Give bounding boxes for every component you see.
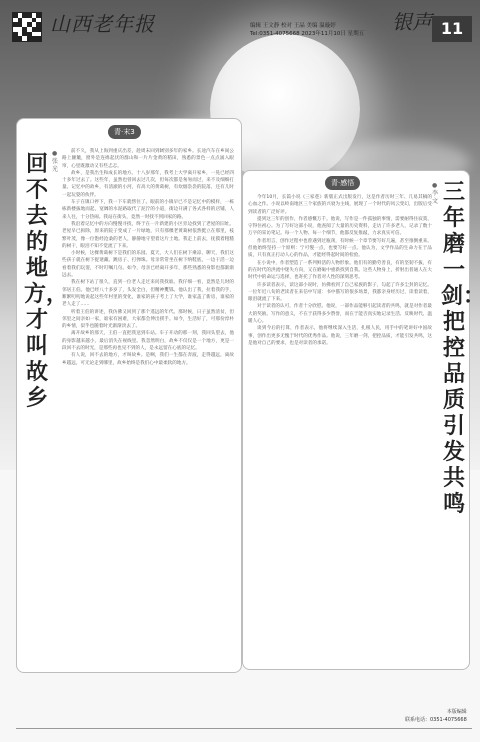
footer-line: 本版编辑 <box>446 709 467 715</box>
page-number: 11 <box>432 16 472 42</box>
edition-meta <box>250 22 364 38</box>
paragraph: 有人说，回不去的地方，才叫故乡。是啊，我们一生都在奔波，走得越远，离故乡越远，可无论走到哪里，故乡始终是我们心中最柔软的地方。 <box>62 353 234 366</box>
paragraph: 对于读者的认可，作者十分欣慰。他说，一部作品能够引起读者的共鸣，就是对作者最大的奖励。写作的意义，不在于获得多少赞誉，而在于能否真实地记录生活、反映时代、温暖人心。 <box>248 304 432 325</box>
paragraph: 今年10月，长篇小说《三家巷》新版正式出版发行，这是作者历时三年、几易其稿的心血之作。小说以岭南地区三个家族的兴衰为主线，展现了一个时代的风云变幻，出版后受到读者的广泛好评。 <box>248 195 432 215</box>
paragraph: 我沿着记忆中的方向慢慢寻找，终于在一片新建的小区旁边找到了老屋的旧址。老屋早已拆除，原来的院子变成了一片绿地，只有那棵老黄葛树依然挺立在那里，枝繁叶茂，像一位饱经沧桑的老人，静静地守望着这片土地。我走上前去，抚摸着粗糙的树干，眼泪不知不觉流了下来。 <box>62 221 234 249</box>
left-article-byline: ●张光 <box>52 150 59 173</box>
right-article-body <box>248 194 432 664</box>
footer-note <box>405 708 467 724</box>
right-article-tag: 青·感悟 <box>325 176 360 190</box>
footer-divider <box>16 728 472 729</box>
section-name: 银声 <box>392 10 432 34</box>
paragraph: 小时候，这棵黄葛树下是我们的乐园。夏天，大人们在树下乘凉、聊天，我们这些孩子就在树下捉迷藏、跳房子、打弹珠。母亲常常坐在树下纳鞋底，一边干活一边看着我们玩耍，不时叮嘱几句。如今，母亲已经离开多年，那些熟悉的身影也都渐渐远去。 <box>62 251 234 279</box>
editor-line: 编辑 王文静 校对 王晶 美编 温璇婷 <box>250 23 336 29</box>
paragraph: 故乡，是我出生和成长的地方。十八岁那年，我考上大学离开家乡，一晃已经四十多年过去了。这些年，虽然也曾回去过几次，但每次都是匆匆而过，来不及细细打量。记忆中的故乡，有清澈的小河，有高大的黄葛树，有炊烟袅袅的院落，还有儿时一起玩耍的伙伴。 <box>62 170 234 198</box>
paragraph: 我在树下站了很久，直到一位老人走过来问我找谁。我仔细一看，竟然是儿时的邻居王伯。他已经八十多岁了，头发全白，但精神矍铄。他认出了我，拉着我的手，絮絮叨叨地说起这些年村里的变化，谁家的孩子考上了大学，谁家盖了新房，谁家的老人走了…… <box>62 280 234 308</box>
qr-code-icon <box>12 12 42 42</box>
paragraph: 许多读者表示，读这部小说时，仿佛看到了自己家族的影子，勾起了许多尘封的记忆。一位年近八旬的老读者在来信中写道：书中描写的很多场景，我都亲身经历过，读着读着，眼泪就流了下来。 <box>248 282 432 303</box>
right-article-title: 三年磨一剑：把控品质引发共鸣 <box>441 180 485 517</box>
paragraph: 作者坦言，创作过程中也曾遇到过瓶颈，有时候一个章节要写好几遍，甚至推倒重来。但他始终坚持一个原则：宁可慢一点，也要写好一点。他认为，文学作品的生命力在于品质，只有真正打动人心的作品，才能经得起时间的检验。 <box>248 238 432 259</box>
left-article-title: 回不去的地方，才叫故乡 <box>24 152 69 411</box>
paragraph: 提到这三年的创作，作者感慨万千。他说，写作是一件孤独的事情，需要耐得住寂寞、守得住初心。为了写好这部小说，他查阅了大量的历史资料，走访了许多老人，记录了数十万字的采访笔记。每一个人物、每一个细节，他都反复推敲，力求真实可信。 <box>248 216 432 237</box>
right-article-byline: ●李文 <box>432 182 439 205</box>
paragraph: 车子在镇口停下，我一下车就愣住了。眼前的小镇早已不是记忆中的模样，一栋栋新楼拔地而起，宽阔的水泥路取代了泥泞的小道，街边开满了各式各样的店铺，人来人往，十分热闹。我站在街头，竟然一时找不到回家的路。 <box>62 200 234 220</box>
paragraph: 听着王伯的讲述，我仿佛又回到了那个遥远的年代。那时候，日子虽然清贫，但邻里之间亲如一家，谁家有困难，大家都会伸出援手。如今，生活好了，可那份淳朴的乡情，似乎也随着时光渐渐淡去了。 <box>62 309 234 330</box>
paragraph: 前不久，我从上海到重庆出差，趁周末回到阔别多年的家乡。长途汽车在乡间公路上颠簸，窗外是连绵起伏的群山和一片片金黄的稻田，熟悉的景色一点点涌入眼帘，心里既激动又有些忐忑。 <box>62 149 234 169</box>
left-article-tag: 青·末3 <box>108 125 141 139</box>
footer-line: 联系电话：0351-4075668 <box>405 717 467 723</box>
paragraph: 谈到今后的打算，作者表示，他将继续深入生活，扎根人民，用手中的笔讲好中国故事，创作出更多无愧于时代的优秀作品。他说，三年磨一剑，把控品质，才能引发共鸣，这是他对自己的要求，也是对读者的承诺。 <box>248 326 432 346</box>
date-line: Tel:0351-4075668 2023年11月10日 星期五 <box>250 31 365 37</box>
masthead: 山西老年报 <box>50 12 155 36</box>
left-article-body <box>62 148 234 663</box>
page-header <box>0 0 480 48</box>
paragraph: 离开故乡的那天，王伯一直把我送到车站。车子开动的那一刻，我回头望去，他的身影越来越小，最后消失在视线里。我忽然明白，故乡不仅仅是一个地方，更是一段回不去的时光，是那些再也见不到的人，是永远留在心底的记忆。 <box>62 331 234 352</box>
paragraph: 在小说中，作者塑造了一系列鲜活的人物形象。他们有的勤劳善良，有的坚韧不拔，有的在时代的洪流中迷失方向，又在磨砺中重新找到自我。这些人物身上，折射出普通人在大时代中的命运与选择，也寄托了作者对人性的深刻思考。 <box>248 260 432 281</box>
